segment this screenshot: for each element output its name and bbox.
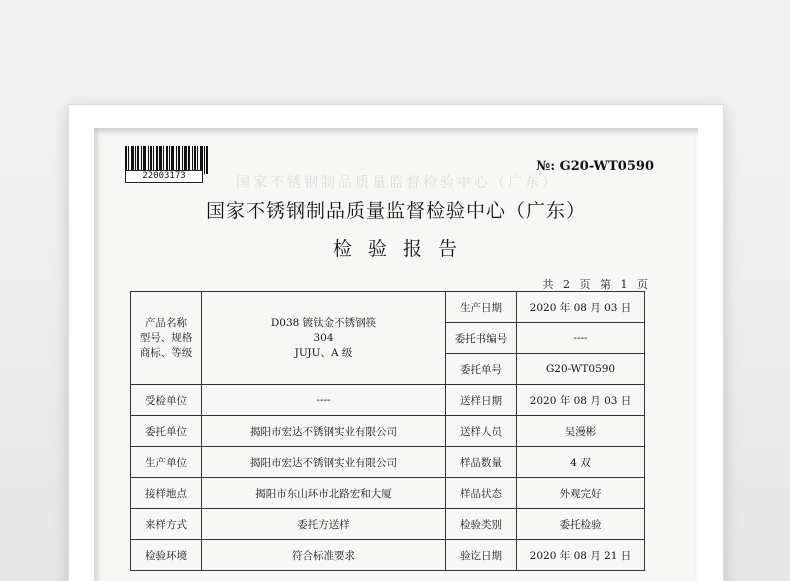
page-count: 共 2 页 第 1 页 (542, 278, 651, 291)
completion-date-value: 2020 年 08 月 21 日 (517, 540, 645, 571)
client-value: 揭阳市宏达不锈钢实业有限公司 (202, 416, 446, 447)
table-row (131, 416, 645, 447)
environment-label: 检验环境 (131, 540, 202, 571)
sampling-method-label: 来样方式 (131, 509, 202, 540)
environment-value: 符合标准要求 (202, 540, 446, 571)
manufacturer-label: 生产单位 (131, 447, 202, 478)
inspection-type-label: 检验类别 (446, 509, 517, 540)
sender-value: 吴漫彬 (517, 416, 645, 447)
report-title: 检验报告 (332, 238, 473, 260)
commission-book-label: 委托书编号 (446, 323, 517, 354)
model-spec-label: 型号、规格 (139, 331, 193, 344)
sample-quantity-label: 样品数量 (446, 447, 517, 478)
send-date-label: 送样日期 (446, 385, 517, 416)
product-info-value (202, 292, 446, 385)
product-info-label (131, 292, 202, 385)
commission-number-label: 委托单号 (446, 354, 517, 385)
production-date-value: 2020 年 08 月 03 日 (517, 292, 645, 323)
table-row (131, 385, 645, 416)
sample-state-value: 外观完好 (517, 478, 645, 509)
inspected-unit-value: ---- (202, 385, 446, 416)
table-row (131, 540, 645, 571)
production-date-label: 生产日期 (446, 292, 517, 323)
table-row (131, 509, 645, 540)
sender-label: 送样人员 (446, 416, 517, 447)
report-issuer-title: 国家不锈钢制品质量监督检验中心（广东） (205, 200, 586, 222)
inspection-type-value: 委托检验 (517, 509, 645, 540)
send-date-value: 2020 年 08 月 03 日 (517, 385, 645, 416)
commission-number-value: G20-WT0590 (517, 354, 645, 385)
sampling-place-label: 接样地点 (131, 478, 202, 509)
product-name-label: 产品名称 (145, 316, 187, 329)
watermark: 国家不锈钢制品质量监督检验中心（广东） (236, 175, 559, 191)
table-row (131, 292, 645, 323)
report-table (130, 291, 645, 571)
commission-book-value: ---- (517, 323, 645, 354)
sample-quantity-value: 4 双 (517, 447, 645, 478)
brand-grade-value: JUJU、A 级 (294, 346, 353, 359)
product-name-value: D038 镀钛金不锈钢筷 (270, 316, 377, 329)
manufacturer-value: 揭阳市宏达不锈钢实业有限公司 (202, 447, 446, 478)
barcode-number: 22003173 (125, 170, 203, 183)
inspected-unit-label: 受检单位 (131, 385, 202, 416)
sampling-place-value: 揭阳市东山环市北路宏和大厦 (202, 478, 446, 509)
sample-state-label: 样品状态 (446, 478, 517, 509)
sampling-method-value: 委托方送样 (202, 509, 446, 540)
report-document (96, 130, 696, 581)
model-spec-value: 304 (313, 331, 334, 344)
completion-date-label: 验讫日期 (446, 540, 517, 571)
table-row (131, 447, 645, 478)
table-row (131, 478, 645, 509)
brand-grade-label: 商标、等级 (139, 346, 193, 359)
client-label: 委托单位 (131, 416, 202, 447)
report-number: №: G20-WT0590 (536, 159, 654, 174)
